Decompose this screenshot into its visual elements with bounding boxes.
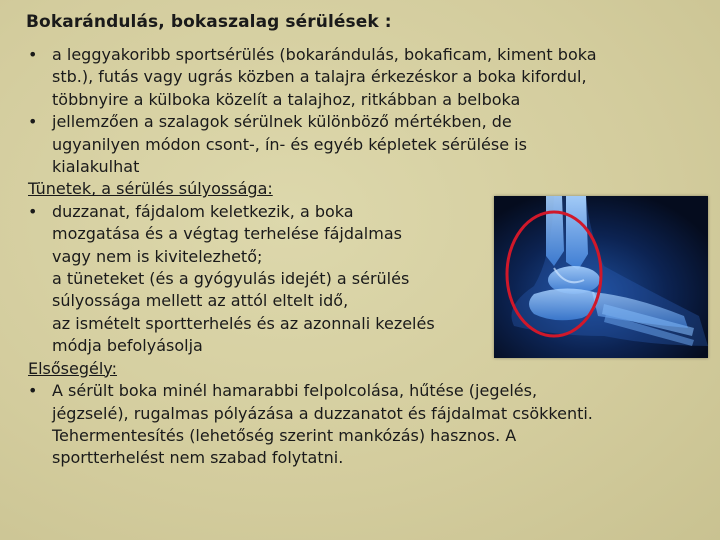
text-line: jellemzően a szalagok sérülnek különböző mértékben, de: [52, 112, 512, 132]
text-line: a leggyakoribb sportsérülés (bokarándulás, bokaficam, kiment boka: [52, 45, 597, 64]
text-line: a tüneteket (és a gyógyulás idejét) a sérülés: [52, 269, 410, 289]
symptoms-heading: Tünetek, a sérülés súlyossága:: [28, 179, 273, 199]
text-line: súlyossága mellett az attól eltelt idő,: [52, 291, 349, 311]
text-line: vagy nem is kivitelezhető;: [52, 246, 263, 266]
text-line: többnyire a külboka közelít a talajhoz, ritkábban a belboka: [52, 89, 521, 109]
text-line: A sérült boka minél hamarabbi felpolcolása, hűtése (jegelés,: [52, 381, 538, 401]
text-line: sportterhelést nem szabad folytatni.: [52, 448, 344, 468]
bullet-dot: •: [28, 381, 38, 401]
bullet-dot: •: [28, 112, 38, 132]
bullet-first-aid: [28, 380, 708, 470]
ankle-illustration: [494, 196, 708, 358]
text-line: mozgatása és a végtag terhelése fájdalmas: [52, 224, 402, 244]
text-line: Tehermentesítés (lehetőség szerint mankózás) hasznos. A: [52, 425, 517, 445]
text-line: módja befolyásolja: [52, 336, 203, 356]
text-line: ugyanilyen módon csont-, ín- és egyéb képletek sérülése is: [52, 134, 527, 154]
text-line: jégzselé), rugalmas pólyázása a duzzanatot és fájdalmat csökkenti.: [52, 403, 593, 423]
bullet-dot: •: [28, 45, 38, 64]
bullet-ligament-damage: [28, 111, 708, 178]
text-line: stb.), futás vagy ugrás közben a talajra érkezéskor a boka kifordul,: [52, 67, 587, 87]
text-line: duzzanat, fájdalom keletkezik, a boka: [52, 201, 354, 221]
bullet-dot: •: [28, 201, 38, 221]
bullet-most-common-injury: [28, 44, 708, 111]
text-line: az ismételt sportterhelés és az azonnali kezelés: [52, 313, 435, 333]
first-aid-heading: Elsősegély:: [28, 358, 117, 378]
ankle-xray-image: [494, 196, 708, 358]
text-line: kialakulhat: [52, 157, 140, 177]
slide-title: Bokarándulás, bokaszalag sérülések :: [26, 12, 392, 32]
